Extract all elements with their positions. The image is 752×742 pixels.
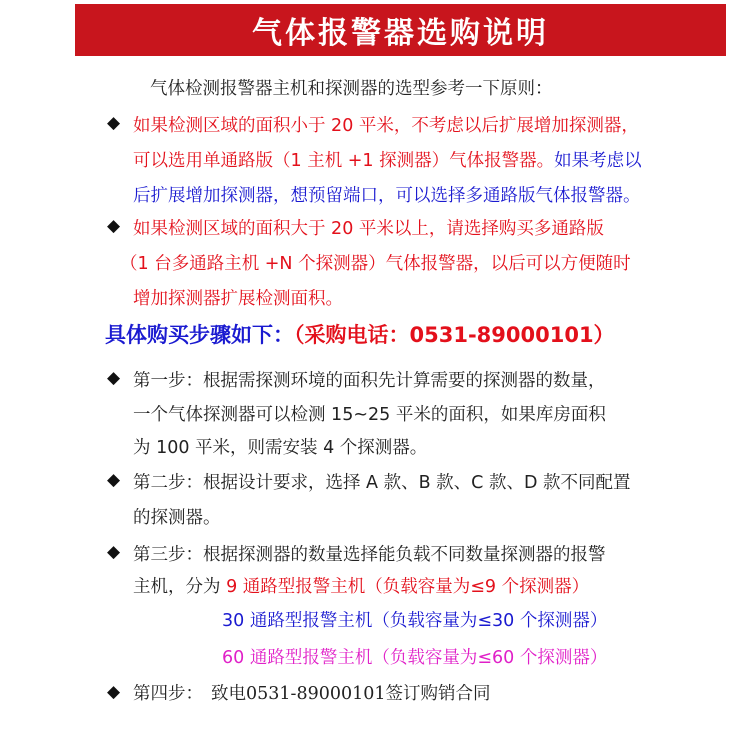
title-banner — [75, 4, 726, 56]
step3-line2 — [133, 573, 589, 598]
step3-line1: 第三步：根据探测器的数量选择能负载不同数量探测器的报警 — [133, 545, 606, 565]
step1-line2: 一个气体探测器可以检测 15~25 平米的面积，如果库房面积 — [133, 405, 606, 425]
rule1-line2-red: 可以选用单通路版（1 主机 +1 探测器）气体报警器。 — [133, 151, 555, 171]
bullet-icon: ◆ — [107, 470, 121, 490]
bullet-icon: ◆ — [107, 682, 121, 702]
rule2-line2: （1 台多通路主机 +N 个探测器）气体报警器，以后可以方便随时 — [120, 254, 631, 274]
intro-text: 气体检测报警器主机和探测器的选型参考一下原则： — [150, 79, 553, 99]
rule1-line3: 后扩展增加探测器，想预留端口，可以选择多通路版气体报警器。 — [133, 186, 641, 206]
step4-label: 第四步： — [133, 684, 203, 704]
rule2-line3: 增加探测器扩展检测面积。 — [133, 289, 343, 309]
step2-line2: 的探测器。 — [133, 508, 221, 528]
step1-line1: 第一步：根据需探测环境的面积先计算需要的探测器的数量， — [133, 371, 606, 391]
rule2-line1: 如果检测区域的面积大于 20 平米以上，请选择购买多通路版 — [133, 219, 604, 239]
bullet-icon: ◆ — [107, 216, 121, 236]
host-option-30: 30 通路型报警主机（负载容量为≤30 个探测器） — [222, 611, 608, 631]
rule1-line2-blue: 如果考虑以 — [554, 151, 642, 171]
purchase-heading — [105, 319, 615, 349]
step4-line — [133, 680, 491, 705]
page-title: 气体报警器选购说明 — [252, 16, 549, 51]
step3-line2-prefix: 主机，分为 — [133, 577, 221, 597]
step2-line1: 第二步：根据设计要求，选择 A 款、B 款、C 款、D 款不同配置 — [133, 473, 631, 493]
rule1-line1: 如果检测区域的面积小于 20 平米，不考虑以后扩展增加探测器， — [133, 116, 639, 136]
purchase-phone: （采购电话：0531-89000101） — [294, 323, 615, 347]
step1-line3: 为 100 平米，则需安装 4 个探测器。 — [133, 438, 428, 458]
rule1-line2 — [133, 147, 642, 172]
bullet-icon: ◆ — [107, 113, 121, 133]
bullet-icon: ◆ — [107, 368, 121, 388]
host-option-9: 9 通路型报警主机（负载容量为≤9 个探测器） — [226, 577, 590, 597]
host-option-60: 60 通路型报警主机（负载容量为≤60 个探测器） — [222, 648, 608, 668]
purchase-label: 具体购买步骤如下： — [105, 323, 294, 347]
bullet-icon: ◆ — [107, 542, 121, 562]
step4-text: 致电0531-89000101签订购销合同 — [211, 684, 491, 704]
